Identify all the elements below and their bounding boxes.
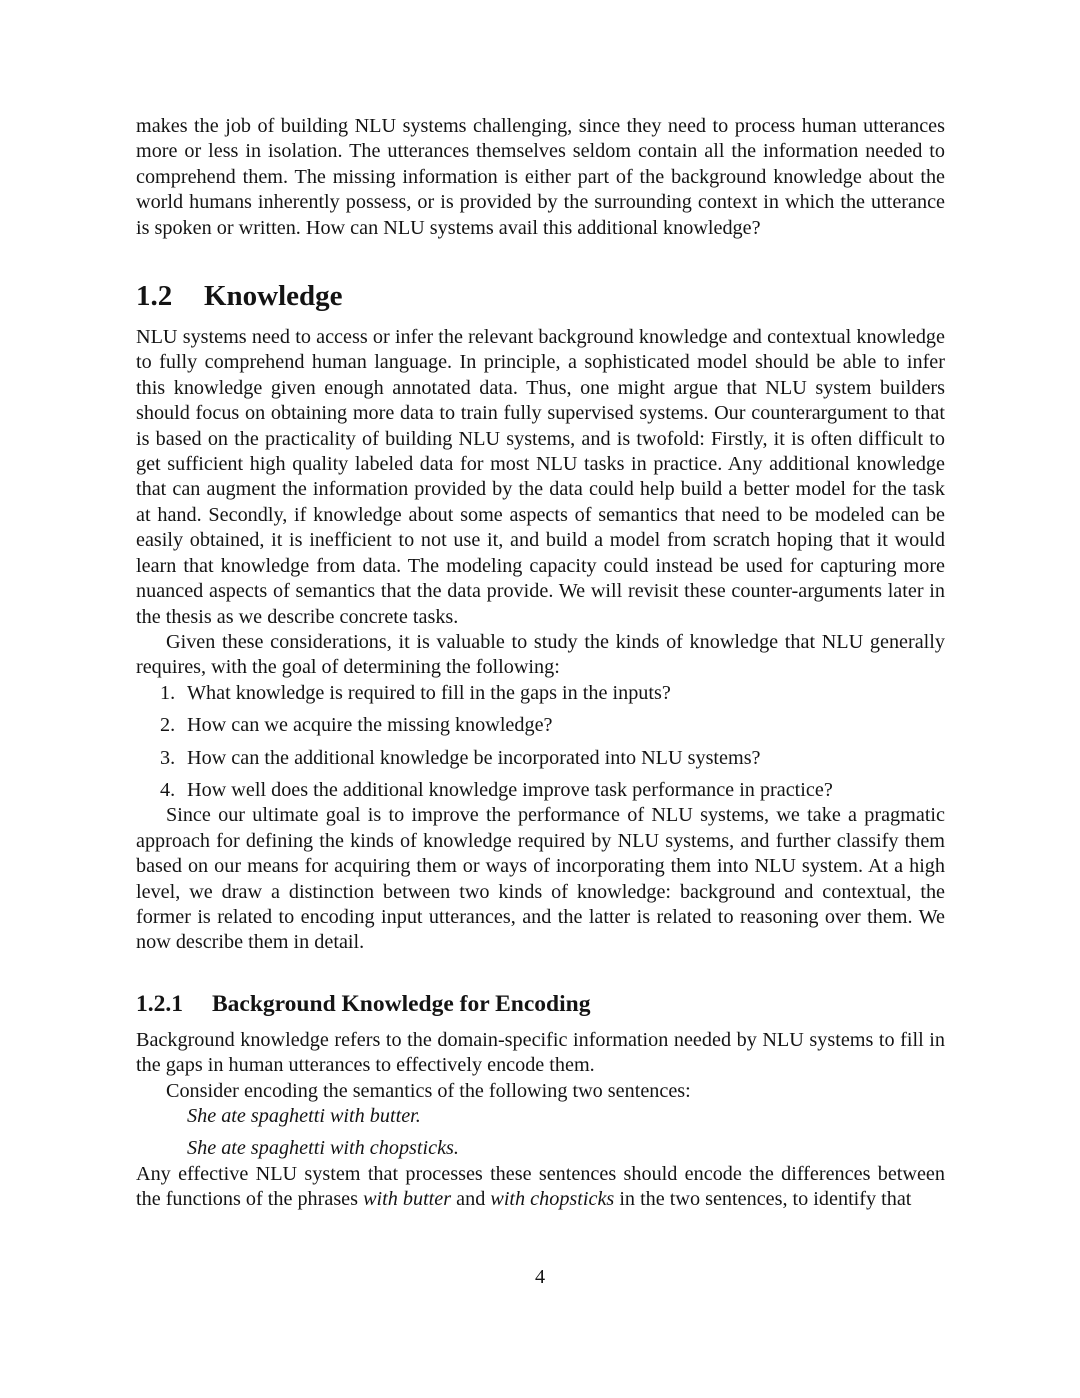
subsection-paragraph-2: Consider encoding the semantics of the following two sentences: [166, 1079, 691, 1102]
section-paragraph-2: Given these considerations, it is valuable to study the kinds of knowledge that NLU generally requires, with the goal of determining the following: [136, 630, 945, 679]
subsection-title: Background Knowledge for Encoding [212, 990, 591, 1017]
example-sentence-1: She ate spaghetti with butter. [187, 1105, 421, 1127]
section-title: Knowledge [204, 280, 343, 313]
question-list [136, 681, 945, 804]
section-paragraph-3: Since our ultimate goal is to improve the performance of NLU systems, we take a pragmatic approach for defining the kinds of knowledge required by NLU systems, and further classify them based on our means for acquiring them or ways of incorporating them into NLU system. At a high level, we draw a distinction between two kinds of knowledge: background and contextual, the former is related to encoding input utterances, and the latter is related to reasoning over them. We now describe them in detail. [136, 804, 945, 954]
subsection-paragraph-3 [136, 1162, 945, 1213]
paragraph-text: in the two sentences, to identify that [614, 1188, 912, 1211]
page-body [136, 114, 945, 1213]
paragraph-text: and [451, 1188, 491, 1211]
subsection-heading [136, 990, 945, 1018]
list-item-number: 1. [160, 681, 176, 704]
section-paragraph-1: NLU systems need to access or infer the relevant background knowledge and contextual knowledge to fully comprehend human language. In principle, a sophisticated model should be able to infer this knowledge given enough annotated data. Thus, one might argue that NLU system builders should focus on obtaining more data to train fully supervised systems. Our counterargument to that is based on the practicality of building NLU systems, and is twofold: Firstly, it is often difficult to get sufficient high quality labeled data for most NLU tasks in practice. Any additional knowledge that can augment the information provided by the data could help build a better model for the task at hand. Secondly, if knowledge about some aspects of semantics that need to be modeled can be easily obtained, it is inefficient to not use it, and build a model from scratch hoping that it would learn that knowledge from data. The modeling capacity could instead be used for capturing more nuanced aspects of semantics that the data provide. We will revisit these counter-arguments later in the thesis as we describe concrete tasks. [136, 326, 945, 628]
emphasized-phrase: with chopsticks [490, 1188, 615, 1211]
emphasized-phrase: with butter [363, 1188, 452, 1211]
list-item [136, 746, 945, 771]
list-item-text: How well does the additional knowledge improve task performance in practice? [187, 778, 833, 801]
list-item [136, 681, 945, 706]
list-item [136, 713, 945, 738]
page-number: 4 [534, 1266, 546, 1288]
subsection-paragraph-1: Background knowledge refers to the domain-specific information needed by NLU systems to fill in the gaps in human utterances to effectively encode them. [136, 1028, 945, 1077]
list-item-number: 4. [160, 778, 176, 801]
list-item-text: How can the additional knowledge be incorporated into NLU systems? [187, 746, 761, 769]
paragraph-text: Any effective NLU system that processes these sentences should encode the differences between the functions of the phrases [136, 1162, 945, 1211]
list-item [136, 778, 945, 803]
example-sentence-2: She ate spaghetti with chopsticks. [187, 1137, 459, 1160]
subsection-number: 1.2.1 [136, 990, 183, 1017]
section-number: 1.2 [136, 280, 173, 313]
list-item-text: How can we acquire the missing knowledge? [187, 714, 553, 737]
list-item-number: 2. [160, 714, 176, 737]
list-item-text: What knowledge is required to fill in the gaps in the inputs? [187, 681, 671, 704]
intro-paragraph: makes the job of building NLU systems challenging, since they need to process human utterances more or less in isolation. The utterances themselves seldom contain all the information needed to comprehend them. The missing information is either part of the background knowledge about the world humans inherently possess, or is provided by the surrounding context in which the utterance is spoken or written. How can NLU systems avail this additional knowledge? [136, 115, 945, 239]
list-item-number: 3. [160, 746, 176, 769]
section-heading [136, 279, 945, 313]
